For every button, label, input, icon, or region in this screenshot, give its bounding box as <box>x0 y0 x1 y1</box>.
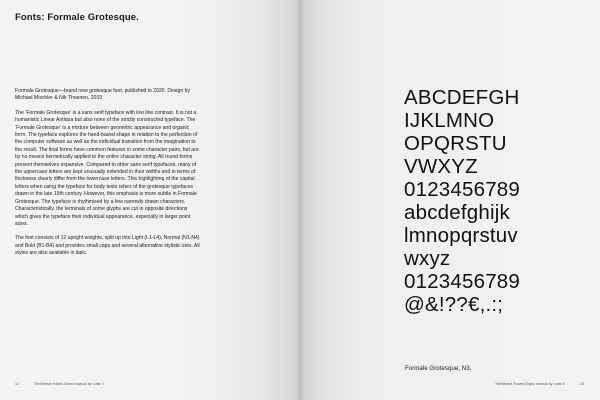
left-folio-text: TheWeave Roses\ Brand manual by Lotte X <box>33 382 104 386</box>
right-page-number: 13 <box>580 382 584 386</box>
right-folio-text: TheWeave Roses\ Brand manual by Lotte X <box>494 382 565 386</box>
specimen-line: VWXYZ <box>404 155 478 178</box>
glyph-specimen <box>404 86 584 316</box>
book-gutter <box>296 0 304 400</box>
left-folio <box>15 382 104 386</box>
specimen-line: OPQRSTU <box>404 132 507 155</box>
specimen-line: @&!??€,.:; <box>404 293 504 316</box>
specimen-line: ABCDEFGH <box>404 86 520 109</box>
specimen-line: IJKLMNO <box>404 109 495 132</box>
right-folio <box>495 382 584 386</box>
specimen-line: lmnopqrstuv <box>404 224 518 247</box>
specimen-caption: Formale Grotesque, N3. <box>405 365 472 372</box>
specimen-line: wxyz <box>404 247 451 270</box>
body-text-block <box>15 88 201 265</box>
page-heading: Fonts: Formale Grotesque. <box>15 12 139 23</box>
specimen-line: abcdefghijk <box>404 201 510 224</box>
description-paragraph: The ‘Formale Grotesque’ is a sans serif typeface with low line contrast. It is not a humanistic Linear Antiqua but also none of the strictly constructed typeface. The ‘Formale Grotesque’ is a mixture between geometric appearance and organic form. The typeface explores the hand-based shape in relation to the perfection of the computer software as well as the individual transition from the imagination to the result. The final forms have common features in some character pairs, but are by no means hermetically applied to the entire character string. All round forms present themselves expansive. Compared to other sans serif typefaces, many of the uppercase letters are kept unusually extended in their widths and in terms of thickness clearly differ from the lowercase letters. This highlighting of the capital letters when using the typeface for body texts refers of the grotesque typefaces drawn in the late 19th century. However, this emphasis is more subtle in Formale Grotesque. The typeface is rhythmised by a few narrowly drawn characters. Characteristically, the terminals of some glyphs are cut in opposite directions which gives the typeface their individual appearance, especially in larger point sizes. <box>15 109 199 227</box>
intro-paragraph: Formale Grotesque—brand new grotesque font, published in 2020. Design by Michael Mischler & Nik Thoenen, 2019 <box>15 88 190 102</box>
specimen-line: 0123456789 <box>404 270 521 293</box>
weights-paragraph: The font consists of 12 upright weights, split up into Light (L1-L4), Normal (N1-N4) and Bold (B1-B4) and provides small caps and several alternative stylistic sets. All styles are also available in italic. <box>15 235 200 257</box>
specimen-line: 0123456789 <box>404 178 521 201</box>
left-page-number: 12 <box>15 382 19 386</box>
